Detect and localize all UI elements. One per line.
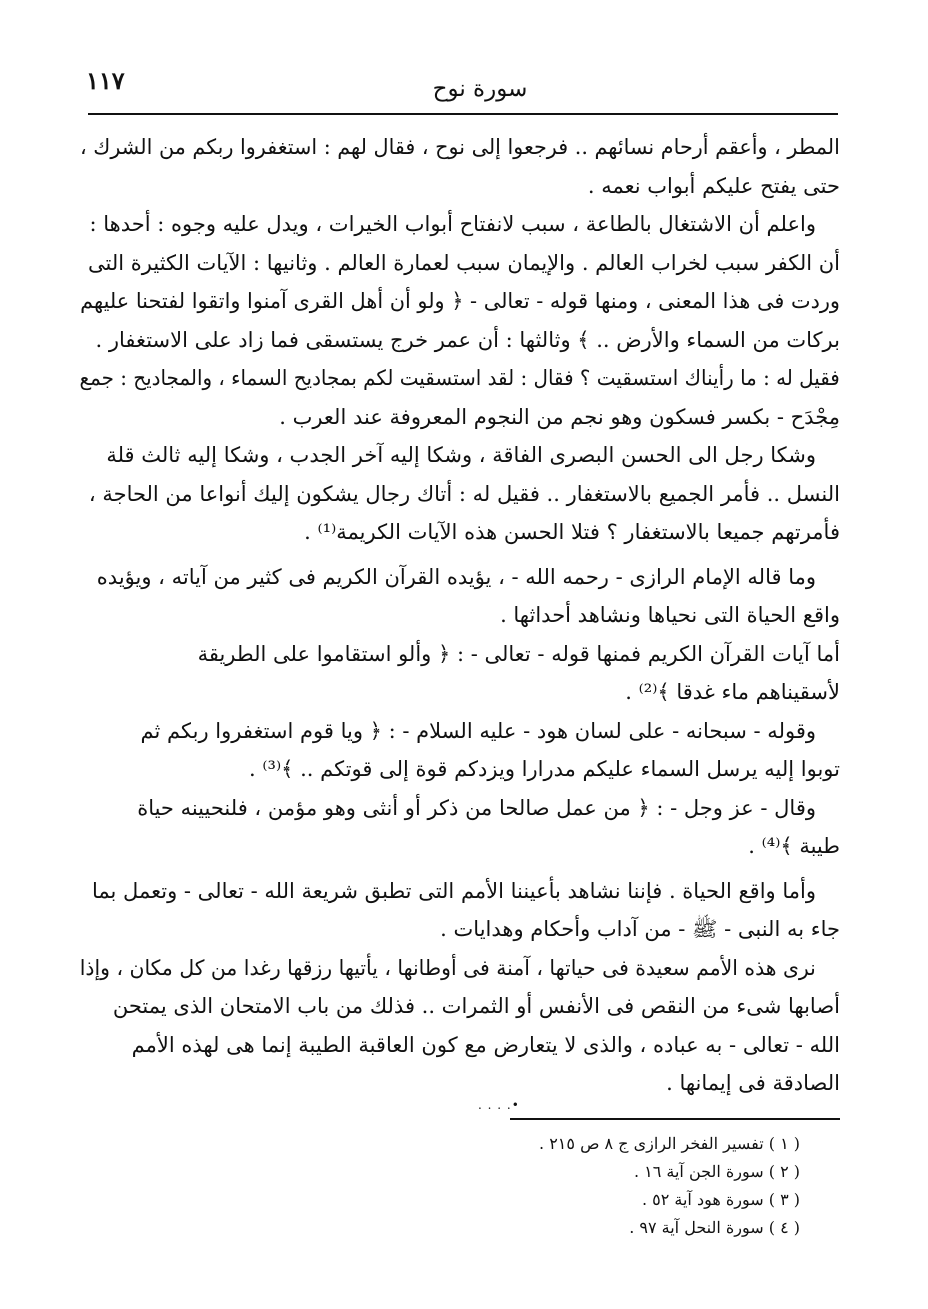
footnote: ( ٢ ) سورة الجن آية ١٦ . bbox=[633, 1162, 800, 1181]
body-line: وأما واقع الحياة . فإننا نشاهد بأعيننا الأمم التى تطبق شريعة الله - تعالى - وتعمل بما bbox=[92, 878, 816, 903]
body-line: واعلم أن الاشتغال بالطاعة ، سبب لانفتاح أبواب الخيرات ، ويدل عليه وجوه : أحدها : bbox=[89, 212, 816, 236]
body-line: أصابها شىء من النقص فى الأنفس أو الثمرات .. فذلك من باب الامتحان الذى يمتحن bbox=[112, 994, 840, 1018]
body-line: نرى هذه الأمم سعيدة فى حياتها ، آمنة فى أوطانها ، يأتيها رزقها رغدا من كل مكان ، وإذا bbox=[79, 955, 816, 980]
footnote-rule bbox=[510, 1118, 840, 1120]
body-line: الصادقة فى إيمانها . bbox=[666, 1071, 840, 1095]
body-line: فقيل له : ما رأيناك استسقيت ؟ فقال : لقد استسقيت لكم بمجاديح السماء ، والمجاديح : جمع bbox=[79, 366, 840, 390]
body-line: أن الكفر سبب لخراب العالم . والإيمان سبب لعمارة العالم . وثانيها : الآيات الكثيرة التى bbox=[88, 250, 840, 275]
footnote: ( ١ ) تفسير الفخر الرازى ج ٨ ص ٢١٥ . bbox=[539, 1134, 800, 1153]
body-line: وما قاله الإمام الرازى - رحمه الله - ، يؤيده القرآن الكريم فى كثير من آياته ، ويؤيده bbox=[96, 564, 816, 589]
body-text bbox=[80, 128, 840, 1103]
body-line: وقال - عز وجل - : ﴿ من عمل صالحا من ذكر أو أنثى وهو مؤمن ، فلنحيينه حياة bbox=[137, 795, 816, 820]
footnote-ornament: . . . .• bbox=[478, 1098, 520, 1112]
footnotes bbox=[400, 1130, 800, 1242]
footnote: ( ٤ ) سورة النحل آية ٩٧ . bbox=[629, 1218, 800, 1237]
running-title: سورة نوح bbox=[432, 76, 528, 102]
footnote: ( ٣ ) سورة هود آية ٥٢ . bbox=[641, 1190, 800, 1209]
body-line: الله - تعالى - به عباده ، والذى لا يتعارض مع كون العاقبة الطيبة إنما هى لهذه الأمم bbox=[131, 1032, 840, 1057]
body-line: وردت فى هذا المعنى ، ومنها قوله - تعالى - ﴿ ولو أن أهل القرى آمنوا واتقوا لفتحنا عليهم bbox=[80, 289, 840, 313]
body-line: جاء به النبى - ﷺ - من آداب وأحكام وهدايات . bbox=[440, 917, 840, 941]
body-line: بركات من السماء والأرض .. ﴾ وثالثها : أن عمر خرج يستسقى فما زاد على الاستغفار . bbox=[95, 327, 840, 352]
body-line: طيبة ﴾⁽⁴⁾ . bbox=[748, 834, 840, 858]
body-line: حتى يفتح عليكم أبواب نعمه . bbox=[587, 173, 840, 198]
page-number: ١١٧ bbox=[86, 66, 125, 95]
body-line: وقوله - سبحانه - على لسان هود - عليه السلام - : ﴿ ويا قوم استغفروا ربكم ثم bbox=[140, 718, 816, 743]
body-line: وشكا رجل الى الحسن البصرى الفاقة ، وشكا إليه آخر الجدب ، وشكا إليه ثالث قلة bbox=[106, 443, 816, 467]
body-line: فأمرتهم جميعا بالاستغفار ؟ فتلا الحسن هذه الآيات الكريمة⁽¹⁾ . bbox=[304, 520, 840, 544]
header-rule bbox=[88, 113, 838, 115]
body-line: المطر ، وأعقم أرحام نسائهم .. فرجعوا إلى نوح ، فقال لهم : استغفروا ربكم من الشرك ، bbox=[80, 135, 840, 159]
body-line: أما آيات القرآن الكريم فمنها قوله - تعالى - : ﴿ وألو استقاموا على الطريقة bbox=[197, 641, 840, 666]
body-line: توبوا إليه يرسل السماء عليكم مدرارا ويزدكم قوة إلى قوتكم .. ﴾⁽³⁾ . bbox=[249, 757, 840, 781]
body-line: واقع الحياة التى نحياها ونشاهد أحداثها . bbox=[500, 603, 840, 627]
body-line: مِجْدَح - بكسر فسكون وهو نجم من النجوم المعروفة عند العرب . bbox=[279, 404, 840, 429]
body-line: النسل .. فأمر الجميع بالاستغفار .. فقيل له : أتاك رجال يشكون إليك أنواعا من الحاجة ، bbox=[88, 481, 840, 506]
body-line: لأسقيناهم ماء غدقا ﴾⁽²⁾ . bbox=[625, 680, 840, 704]
